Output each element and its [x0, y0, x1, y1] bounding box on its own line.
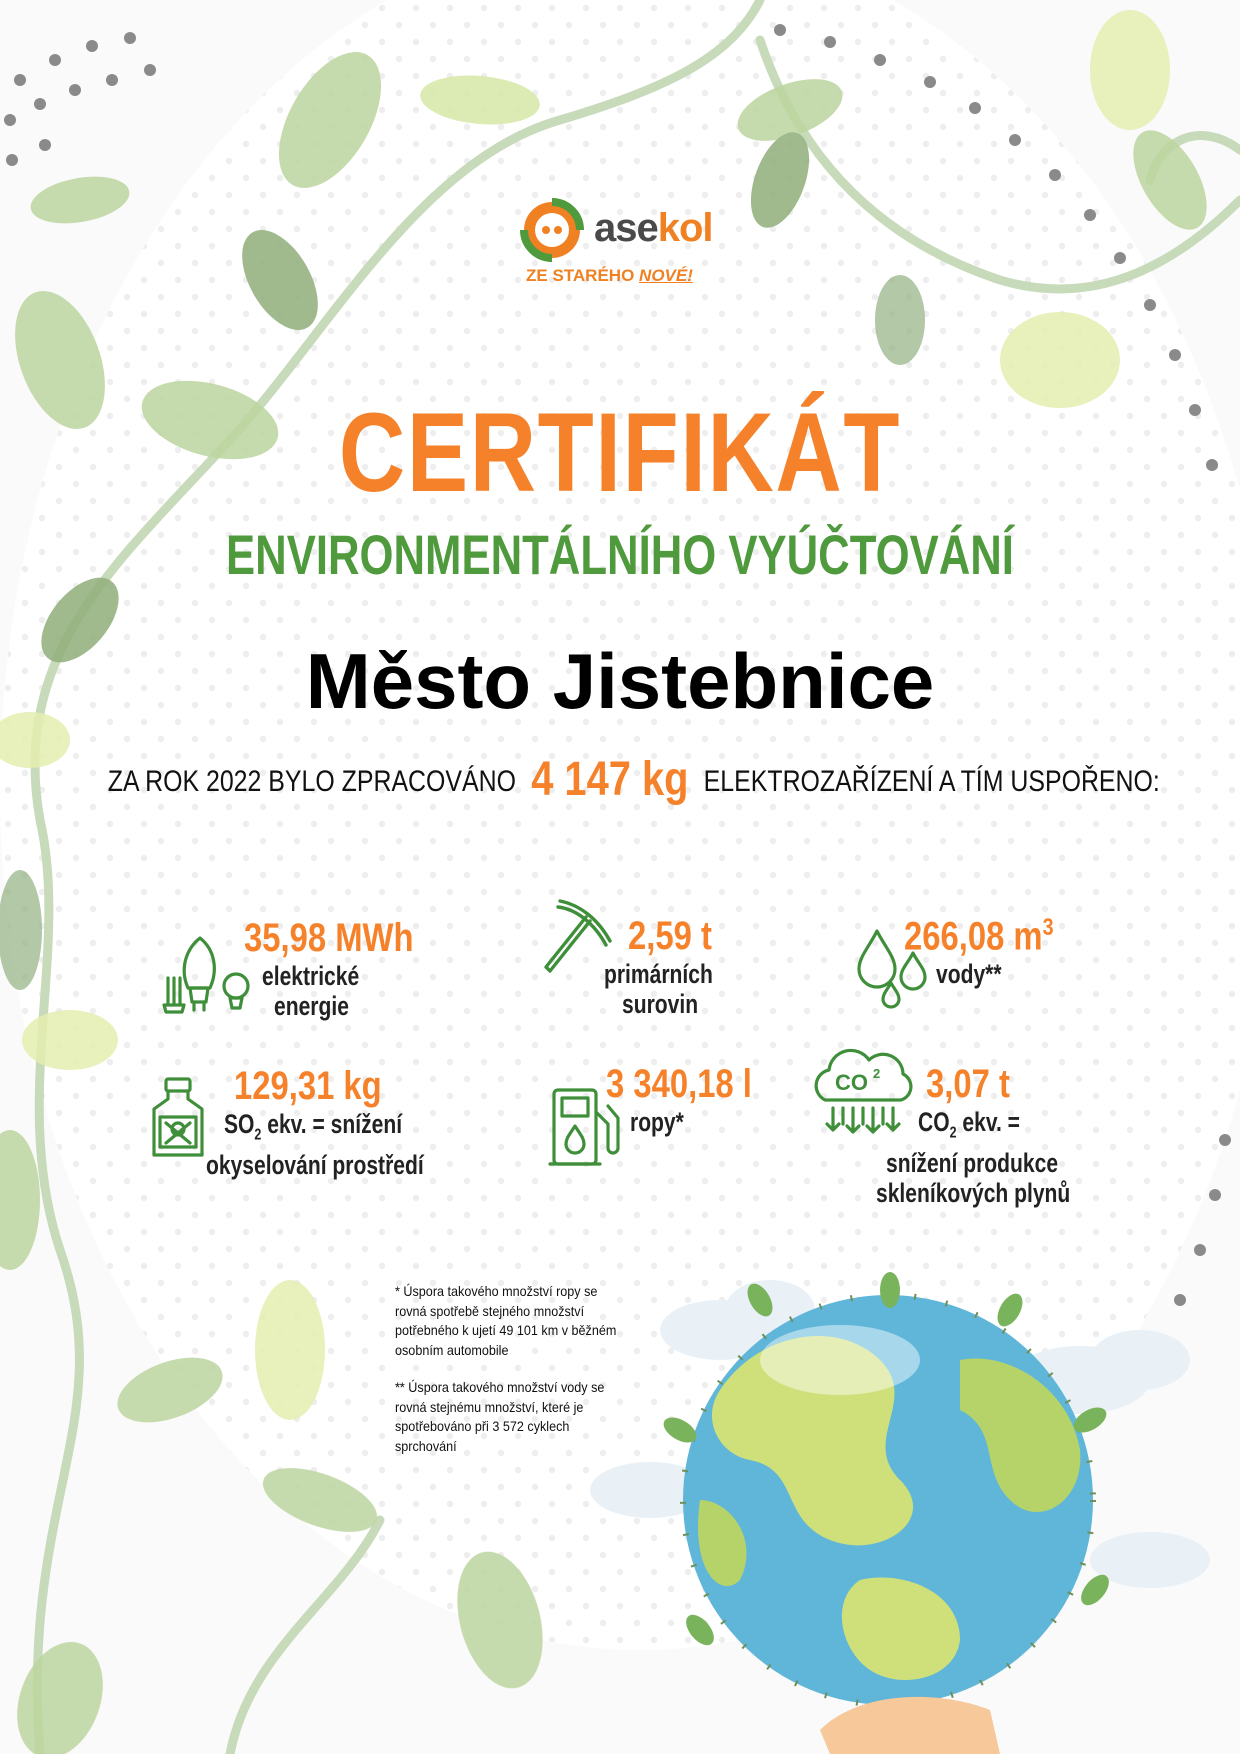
- stat-label-line2: okyselování prostředí: [206, 1150, 424, 1181]
- stat-label-line2: snížení produkce: [886, 1148, 1059, 1179]
- footnote-oil: * Úspora takového množství ropy se rovná spotřebě stejného množství potřebného k ujetí 49 101 km v běžném osobním automobile: [395, 1283, 617, 1358]
- brand-name: asekol: [594, 206, 713, 250]
- certificate-title: CERTIFIKÁT: [338, 390, 902, 515]
- toxic-bottle-icon: [148, 1075, 208, 1160]
- processed-amount: 4 147 kg: [531, 753, 689, 806]
- stat-label-line1: $CO_2$ ekv. =: [918, 1107, 1020, 1142]
- stat-water: [904, 914, 1086, 989]
- stat-so2: [206, 1064, 485, 1180]
- stat-value: 129,31 kg: [234, 1064, 382, 1108]
- stat-label-line2: surovin: [622, 989, 699, 1019]
- stat-value: 2,59 t: [628, 914, 712, 958]
- stat-label-line1: vody**: [936, 959, 1002, 990]
- stat-label-line1: primárních: [604, 959, 713, 989]
- stat-value: 3,07 t: [926, 1062, 1010, 1106]
- asekol-recycle-icon: [520, 198, 584, 262]
- stat-raw-materials: [604, 914, 744, 1019]
- certificate-subtitle: ENVIRONMENTÁLNÍHO VYÚČTOVÁNÍ: [226, 523, 1014, 586]
- statement-prefix: ZA ROK 2022 BYLO ZPRACOVÁNO: [107, 765, 516, 798]
- stat-value: 3 340,18 l: [606, 1062, 752, 1106]
- stat-electricity: [244, 916, 451, 1021]
- co2-icon-sup: 2: [873, 1066, 881, 1081]
- stat-label-line1: elektrické: [262, 961, 360, 991]
- statement-suffix: ELEKTROZAŘÍZENÍ A TÍM USPOŘENO:: [703, 765, 1160, 798]
- stat-label-line1: ropy*: [630, 1107, 684, 1137]
- stat-label-line1: $SO_2$ ekv. = snížení: [224, 1109, 403, 1144]
- brand-tagline: ZE STARÉHO NOVÉ!: [526, 266, 693, 285]
- stat-co2: [876, 1062, 1125, 1208]
- footnotes: [395, 1282, 655, 1474]
- recipient-name: Město Jistebnice: [305, 637, 935, 725]
- stat-value: 266,08 $m^3$: [904, 914, 1054, 959]
- footnote-water: ** Úspora takového množství vody se rovná stejnému množství, které je spotřebováno při 3 572 cyklech sprchování: [395, 1379, 605, 1454]
- co2-icon-text: CO: [835, 1070, 868, 1095]
- lightbulb-icon: [160, 930, 255, 1020]
- processed-amount-statement: [0, 752, 1240, 807]
- stat-value: 35,98 MWh: [244, 916, 414, 960]
- stat-label-line2: energie: [274, 991, 349, 1021]
- stat-label-line3: skleníkových plynů: [876, 1178, 1071, 1209]
- asekol-logo: [520, 198, 720, 298]
- stat-oil: [606, 1062, 784, 1137]
